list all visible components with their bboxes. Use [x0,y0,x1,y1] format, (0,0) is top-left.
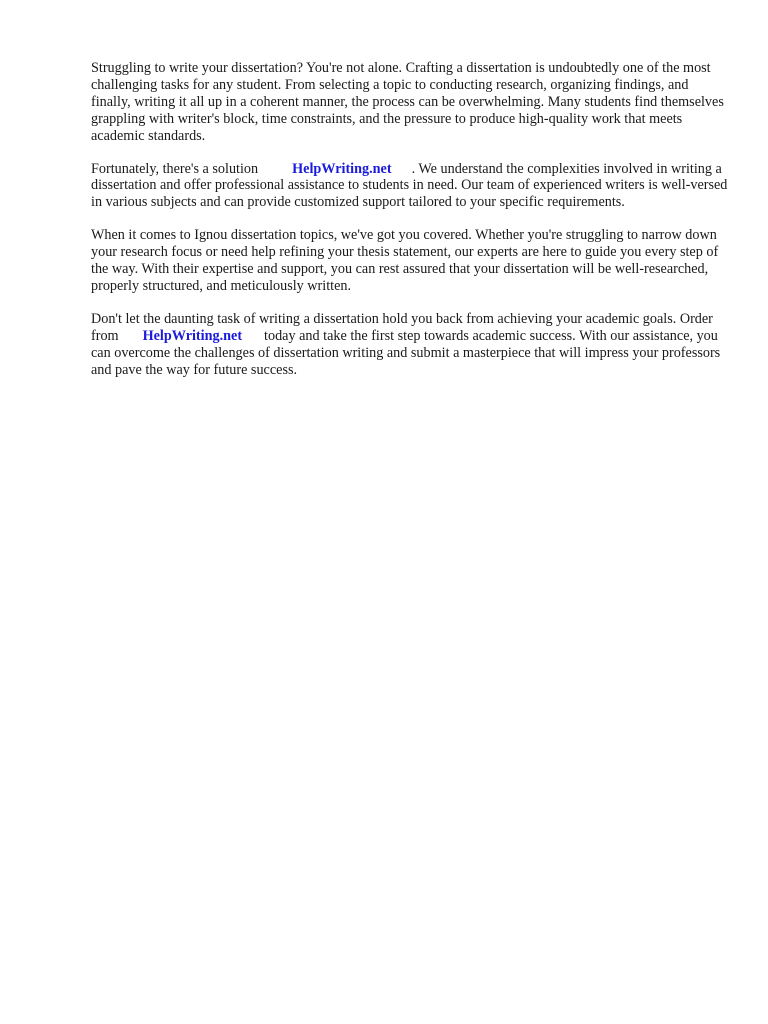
document-body [91,60,731,395]
paragraph-order-lead: Don't let the daunting task of writing a dissertation hold you back from achieving your academic goals. Order from [91,310,717,344]
paragraph-intro: Struggling to write your dissertation? You're not alone. Crafting a dissertation is undoubtedly one of the most challenging tasks for any student. From selecting a topic to conducting research, organizing findings, and finally, writing it all up in a coherent manner, the process can be overwhelming. Many students find themselves grappling with writer's block, time constraints, and the pressure to produce high-quality work that meets academic standards. [91,60,728,144]
paragraph-topics: When it comes to Ignou dissertation topics, we've got you covered. Whether you're struggling to narrow down your research focus or need help refining your thesis statement, our experts are here to guide you every step of the way. With their expertise and support, you can rest assured that your dissertation will be well-researched, properly structured, and meticulously written. [91,227,722,294]
paragraph-order-rest: today and take the first step towards academic success. With our assistance, you can overcome the challenges of dissertation writing and submit a masterpiece that will impress your professors and pave the way for future success. [91,327,724,378]
helpwriting-link-order[interactable]: HelpWriting.net [142,327,243,344]
paragraph-solution-lead: Fortunately, there's a solution [91,160,259,177]
paragraph-order [91,311,731,379]
paragraph-solution [91,161,731,212]
paragraph-solution-rest: . We understand the complexities involved in writing a dissertation and offer professional assistance to students in need. Our team of experienced writers is well-versed in various subjects and can provide customized support tailored to your specific requirements. [91,160,731,211]
helpwriting-link[interactable]: HelpWriting.net [292,160,392,177]
